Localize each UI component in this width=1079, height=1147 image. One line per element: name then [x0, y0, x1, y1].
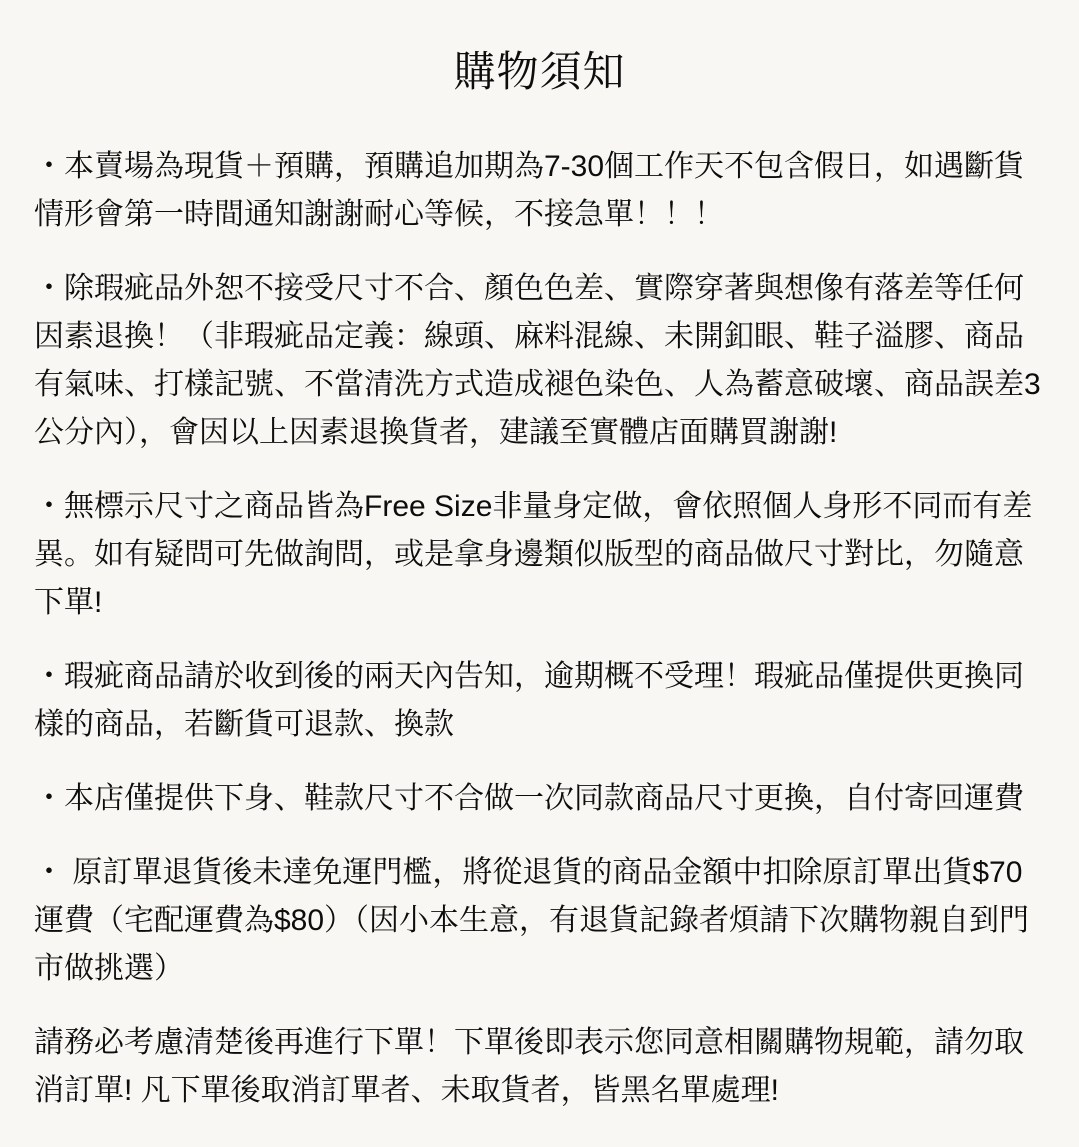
notice-paragraph-shipping-fee: ・ 原訂單退貨後未達免運門檻，將從退貨的商品金額中扣除原訂單出貨$70運費（宅配運費為$80）（因小本生意，有退貨記錄者煩請下次購物親自到門市做挑選） [34, 856, 1030, 985]
notice-paragraph-return-policy: ・除瑕疵品外恕不接受尺寸不合、顏色色差、實際穿著與想像有落差等任何因素退換！（非瑕疵品定義：線頭、麻料混線、未開釦眼、鞋子溢膠、商品有氣味、打樣記號、不當清洗方式造成褪色染色、人為蓄意破壞、商品誤差3公分內），會因以上因素退換貨者，建議至實體店面購買謝謝! [34, 272, 1041, 449]
page-title: 購物須知 [453, 48, 626, 95]
notice-paragraph-preorder: ・本賣場為現貨＋預購，預購追加期為7-30個工作天不包含假日，如遇斷貨情形會第一時間通知謝謝耐心等候，不接急單！！！ [34, 150, 1025, 231]
notice-paragraph-size-exchange: ・本店僅提供下身、鞋款尺寸不合做一次同款商品尺寸更換，自付寄回運費 [34, 782, 1024, 815]
notice-paragraph-free-size: ・無標示尺寸之商品皆為Free Size非量身定做，會依照個人身形不同而有差異。如有疑問可先做詢問，或是拿身邊類似版型的商品做尺寸對比，勿隨意下單! [34, 490, 1033, 619]
notice-paragraph-final-warning: 請務必考慮清楚後再進行下單！下單後即表示您同意相關購物規範，請勿取消訂單! 凡下單後取消訂單者、未取貨者，皆黑名單處理! [34, 1026, 1024, 1107]
notice-paragraph-defect-report: ・瑕疵商品請於收到後的兩天內告知，逾期概不受理！瑕疵品僅提供更換同樣的商品，若斷貨可退款、換款 [34, 660, 1024, 741]
